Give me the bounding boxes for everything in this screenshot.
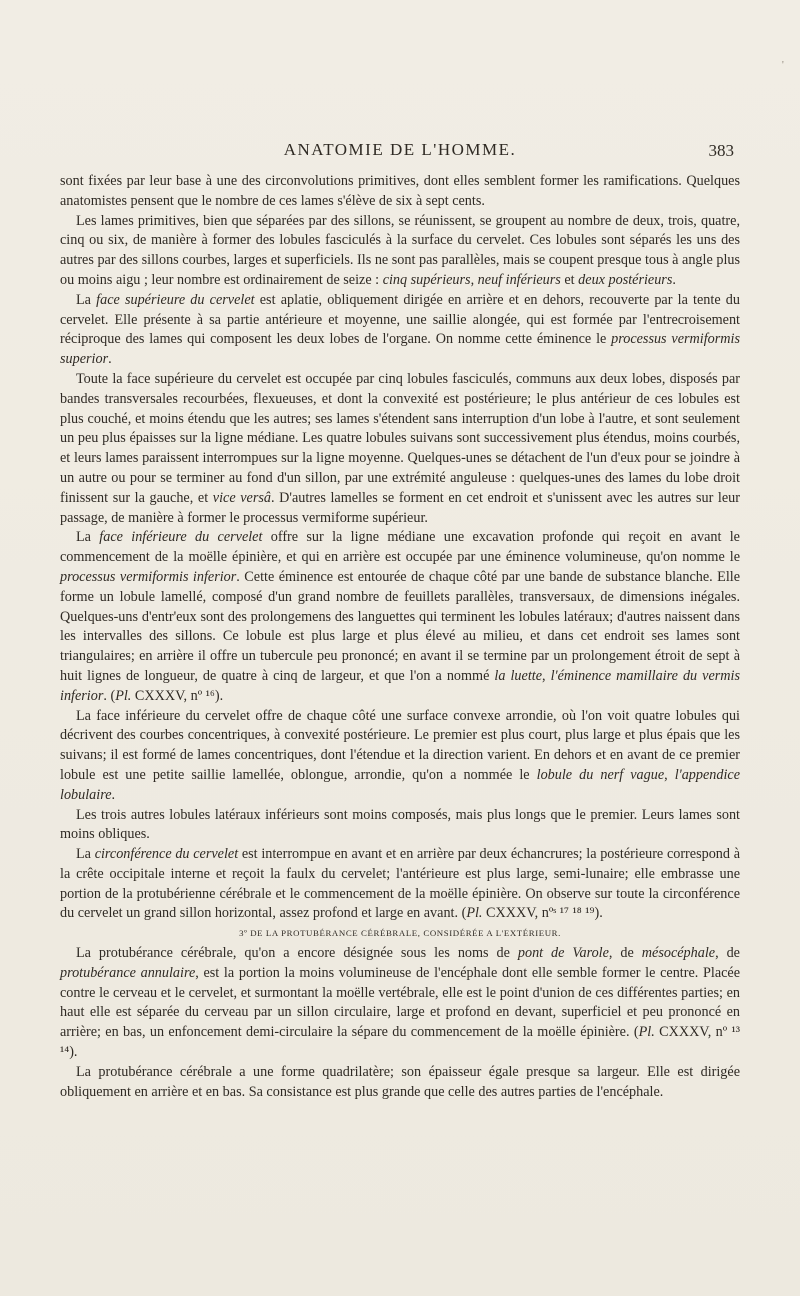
- margin-mark: ': [782, 60, 784, 71]
- section-heading: 3º DE LA PROTUBÉRANCE CÉRÉBRALE, CONSIDÉRÉE A L'EXTÉRIEUR.: [239, 928, 561, 939]
- paragraph: Les lames primitives, bien que séparées par des sillons, se réunissent, se groupent au nombre de deux, trois, quatre, cinq ou six, de manière à former des lobules fasciculés à la surface du cervelet. Ces lobules sont séparés les uns des autres par des sillons courbes, larges et superficiels. Ils ne sont pas parallèles, mais se coupent presque tous à angle plus ou moins aigu ; leur nombre est ordinairement de seize : cinq supérieurs, neuf inférieurs et deux postérieurs.: [60, 212, 740, 288]
- paragraph: La face inférieure du cervelet offre de chaque côté une surface convexe arrondie, où l'on voit quatre lobules qui décrivent des courbes concentriques, à convexité postérieure. Le premier est plus court, plus large et plus épais que les suivans; il est formé de lames concentriques, dont l'étendue et la direction varient. En dehors et en avant de ce premier lobule est une petite saillie lamellée, oblongue, arrondie, qu'on a nommée le lobule du nerf vague, l'appendice lobulaire.: [60, 707, 740, 803]
- paragraph: La face supérieure du cervelet est aplatie, obliquement dirigée en arrière et en dehors, recouverte par la tente du cervelet. Elle présente à sa partie antérieure et moyenne, une saillie alongée, qui est formée par l'entrecroisement réciproque des lames qui composent les deux lobes de l'organe. On nomme cette éminence le processus vermiformis superior.: [60, 291, 740, 368]
- paragraph: La protubérance cérébrale, qu'on a encore désignée sous les noms de pont de Varole, de mésocéphale, de protubérance annulaire, est la portion la moins volumineuse de l'encéphale dont elle semble former le centre. Placée contre le cerveau et le cervelet, et surmontant la moëlle vertébrale, elle est le point d'union de ces différentes parties; en haut elle est séparée du cerveau par un sillon circulaire, large et profond en devant, superficiel et peu prononcé en arrière; en bas, un enfoncement demi-circulaire la sépare du commencement de la moëlle épinière. (Pl. CXXXV, nº ¹³ ¹⁴).: [60, 945, 741, 1061]
- running-title: ANATOMIE DE L'HOMME.: [283, 140, 517, 159]
- paragraph: Les trois autres lobules latéraux inférieurs sont moins composés, mais plus longs que le premier. Leurs lames sont moins obliques.: [60, 806, 740, 843]
- page-body: [60, 172, 740, 1102]
- paragraph: La protubérance cérébrale a une forme quadrilatère; son épaisseur égale presque sa largeur. Elle est dirigée obliquement en arrière et en bas. Sa consistance est plus grande que celle des autres parties de l'encéphale.: [60, 1063, 740, 1100]
- paragraph: La circonférence du cervelet est interrompue en avant et en arrière par deux échancrures; la postérieure correspond à la crête occipitale interne et reçoit la faulx du cervelet; l'antérieure est plus large, semi-lunaire; elle embrasse une portion de la protubérienne cérébrale et le commencement de la moëlle épinière. On observe sur toute la circonférence du cervelet un grand sillon horizontal, assez profond et large en avant. (Pl. CXXXV, nºˢ ¹⁷ ¹⁸ ¹⁹).: [60, 846, 740, 922]
- paragraph: La face inférieure du cervelet offre sur la ligne médiane une excavation profonde qui reçoit en avant le commencement de la moëlle épinière, et qui en arrière est occupée par une éminence volumineuse, qu'on nomme le processus vermiformis inferior. Cette éminence est entourée de chaque côté par une bande de substance blanche. Elle forme un lobule lamellé, composé d'un grand nombre de feuillets parallèles, transversaux, de dimensions inégales. Quelques-uns d'entr'eux sont des prolongemens des languettes qui terminent les lobules latéraux; d'autres naissent dans les intervalles des sillons. Ce lobule est plus large et plus élevé au milieu, et dans cet endroit ses lames sont triangulaires; en arrière il offre un tubercule peu prononcé; en avant il se termine par un prolongement étroit de sept à huit lignes de longueur, de quatre à cinq de largeur, et que l'on a nommé la luette, l'éminence mamillaire du vermis inferior. (Pl. CXXXV, nº ¹⁶).: [60, 529, 741, 704]
- page-number: 383: [708, 141, 734, 160]
- running-head: [60, 140, 740, 164]
- paragraph: sont fixées par leur base à une des circonvolutions primitives, dont elles semblent former les ramifications. Quelques anatomistes pensent que le nombre de ces lames s'élève de six à sept cents.: [60, 173, 740, 209]
- paragraph: Toute la face supérieure du cervelet est occupée par cinq lobules fasciculés, communs aux deux lobes, disposés par bandes transversales recourbées, flexueuses, et dont la convexité est postérieure; le plus antérieur de ces lobules est plus couché, et moins étendu que les autres; ses lames s'étendent sans interruption d'un lobe à l'autre, et sont seulement un peu plus épaisses sur la ligne médiane. Les quatre lobules suivans sont successivement plus étendus, moins courbés, et leurs lames paraissent interrompues sur la ligne moyenne. Quelques-unes se détachent de l'un d'eux pour se joindre à un autre ou pour se terminer au fond d'un sillon, par une extrémité anguleuse : quelques-unes des lames du lobe droit finissent sur la gauche, et vice versâ. D'autres lamelles se forment en cet endroit et s'unissent avec les autres sur leur passage, de manière à former le processus vermiforme supérieur.: [60, 370, 740, 526]
